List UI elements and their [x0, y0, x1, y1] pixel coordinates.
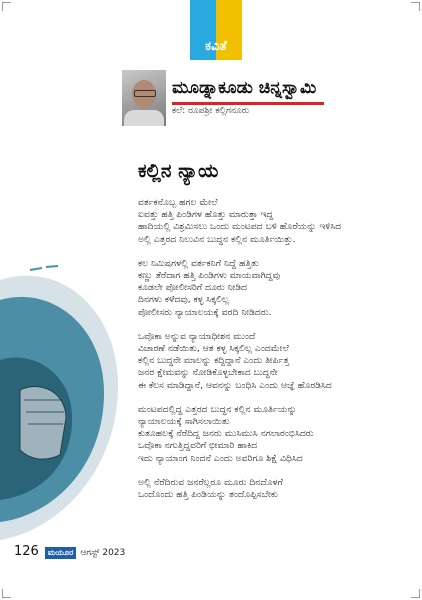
illustrator-credit: ಕಲೆ: ರೂಪಶ್ರೀ ಕಲ್ಲಿಗನೂರು [172, 106, 250, 116]
poem-line: ದಿನಗಳು ಕಳೆದವು, ಕಳ್ಳ ಸಿಕ್ಕಲಿಲ್ಲ [138, 294, 230, 306]
poem-line: ಇದು ನ್ಯಾಯಾಂಗ ನಿಂದನೆ ಎಂದು ಅವರಿಗೂ ಶಿಕ್ಷೆ ವಿಧಿಸಿದ [138, 452, 303, 464]
section-label: ಕವಿತೆ [205, 39, 227, 54]
author-photo [122, 70, 166, 126]
poem-line: ವಿಚಾರಣೆ ನಡೆಯಿತು, ಆತ ಕಳ್ಳ ಸಿಕ್ಕಲಿಲ್ಲ ಎಂದಮೇಲೆ [138, 343, 289, 355]
poem-line: ಒವೊಕಾ ಅನ್ನುವ ನ್ಯಾಯಾಧೀಶನ ಮುಂದೆ [138, 330, 256, 342]
poem-body [138, 197, 414, 513]
stanza [138, 404, 414, 465]
poem-line: ಒವೊಕಾ ನಗುತ್ತಿದ್ದವರಿಗೆ ಛೀಮಾರಿ ಹಾಕಿದ [138, 440, 258, 452]
poem-line: ಅಲ್ಲಿ ನೆರೆದಿರುವ ಜನರೆಲ್ಲರೂ ಮೂರು ದಿನದೊಳಗೆ [138, 476, 283, 488]
issue-date: ಆಗಸ್ಟ್ 2023 [80, 548, 126, 558]
stanza [138, 331, 414, 392]
poem-line: ಜನರ ಕ್ಷೇಮವನ್ನು ನೋಡಿಕೊಳ್ಳಬೇಕಾದ ಬುದ್ಧನೇ [138, 367, 278, 379]
abstract-figure-illustration-icon [0, 250, 130, 550]
stanza [138, 197, 414, 246]
poem-line: ಕೂಡಲೇ ಪೋಲೀಸರಿಗೆ ದೂರು ನೀಡಿದ [138, 282, 248, 294]
poem-line: ನ್ಯಾಯಾಲಯಕ್ಕೆ ಸಾಗಿಸಲಾಯಿತು [138, 416, 230, 428]
poem-line: ಕುತೂಹಲಕ್ಕೆ ನೆರೆದಿದ್ದ ಜನರು ಮುಸಿಮುಸಿ ನಗಲಾರಂಭಿಸಿದರು [138, 428, 314, 440]
crop-mark [2, 2, 11, 11]
poem-line: ಕಣ್ಣು ತೆರೆದಾಗ ಹತ್ತಿ ಪಿಂಡಿಗಳು ಮಾಯವಾಗಿದ್ದವು [138, 270, 281, 282]
poem-line: ಹಾದಿಯಲ್ಲಿ ವಿಶ್ರಮಿಸಲು ಒಂದು ಮಂಟಪದ ಬಳಿ ಹೊರೆಯನ್ನು ಇಳಿಸಿದ [138, 221, 342, 233]
author-name: ಮೂಡ್ನಾಕೂಡು ಚಿನ್ನಸ್ವಾಮಿ [172, 78, 317, 98]
poem-line: ಕಲ ನಿಮಿಷಗಳಲ್ಲಿ ವರ್ತಕನಿಗೆ ನಿದ್ದೆ ಹತ್ತಿತು [138, 257, 259, 269]
poem-title: ಕಲ್ಲಿನ ನ್ಯಾಯ [138, 160, 219, 182]
section-tag [190, 0, 242, 60]
poem-line: ವರ್ತಕನೊಬ್ಬ ಹಗಲ ಮೇಲೆ [138, 197, 218, 208]
crop-mark [411, 2, 420, 11]
poem-line: ಐವತ್ತು ಹತ್ತಿ ಪಿಂಡಿಗಳ ಹೊತ್ತು ಮಾರುತ್ತಾ ಇದ್ದ [138, 209, 274, 221]
magazine-name: ಮಯೂರ [45, 547, 77, 559]
author-underline [172, 102, 324, 105]
stanza [138, 258, 414, 319]
poem-line: ಪೋಲೀಸರು ನ್ಯಾಯಾಲಯಕ್ಕೆ ವರದಿ ನೀಡಿದರು. [138, 306, 272, 318]
poem-line: ಕಲ್ಲಿನ ಬುದ್ಧನೇ ಮಾಲನ್ನು ಕದ್ದಿದ್ದಾನೆ ಎಂದು ತೀರ್ಪಿತ್ತ [138, 355, 289, 367]
crop-mark [2, 589, 11, 598]
crop-mark [411, 589, 420, 598]
page-number: 126 [14, 544, 39, 559]
stanza [138, 477, 414, 501]
poem-line: ಮಂಟಪದಲ್ಲಿದ್ದ ಎತ್ತರದ ಬುದ್ಧನ ಕಲ್ಲಿನ ಮೂರ್ತಿಯನ್ನು [138, 403, 297, 415]
poem-line: ಈ ಕೆಲಸ ಮಾಡಿದ್ದಾನೆ, ಆವನನ್ನು ಬಂಧಿಸಿ ಎಂದು ಆಜ್ಞೆ ಹೊರಡಿಸಿದ [138, 379, 332, 391]
poem-line: ಒಂದೊಂದು ಹತ್ತಿ ಪಿಂಡಿಯನ್ನು ತಂದೊಪ್ಪಿಸಬೇಕು [138, 489, 278, 501]
poem-line: ಅಲ್ಲಿ ಎತ್ತರದ ನಿಲುವಿನ ಬುದ್ಧನ ಕಲ್ಲಿನ ಮೂರ್ತಿಯಿತ್ತು. [138, 233, 296, 245]
page-footer [14, 544, 125, 559]
